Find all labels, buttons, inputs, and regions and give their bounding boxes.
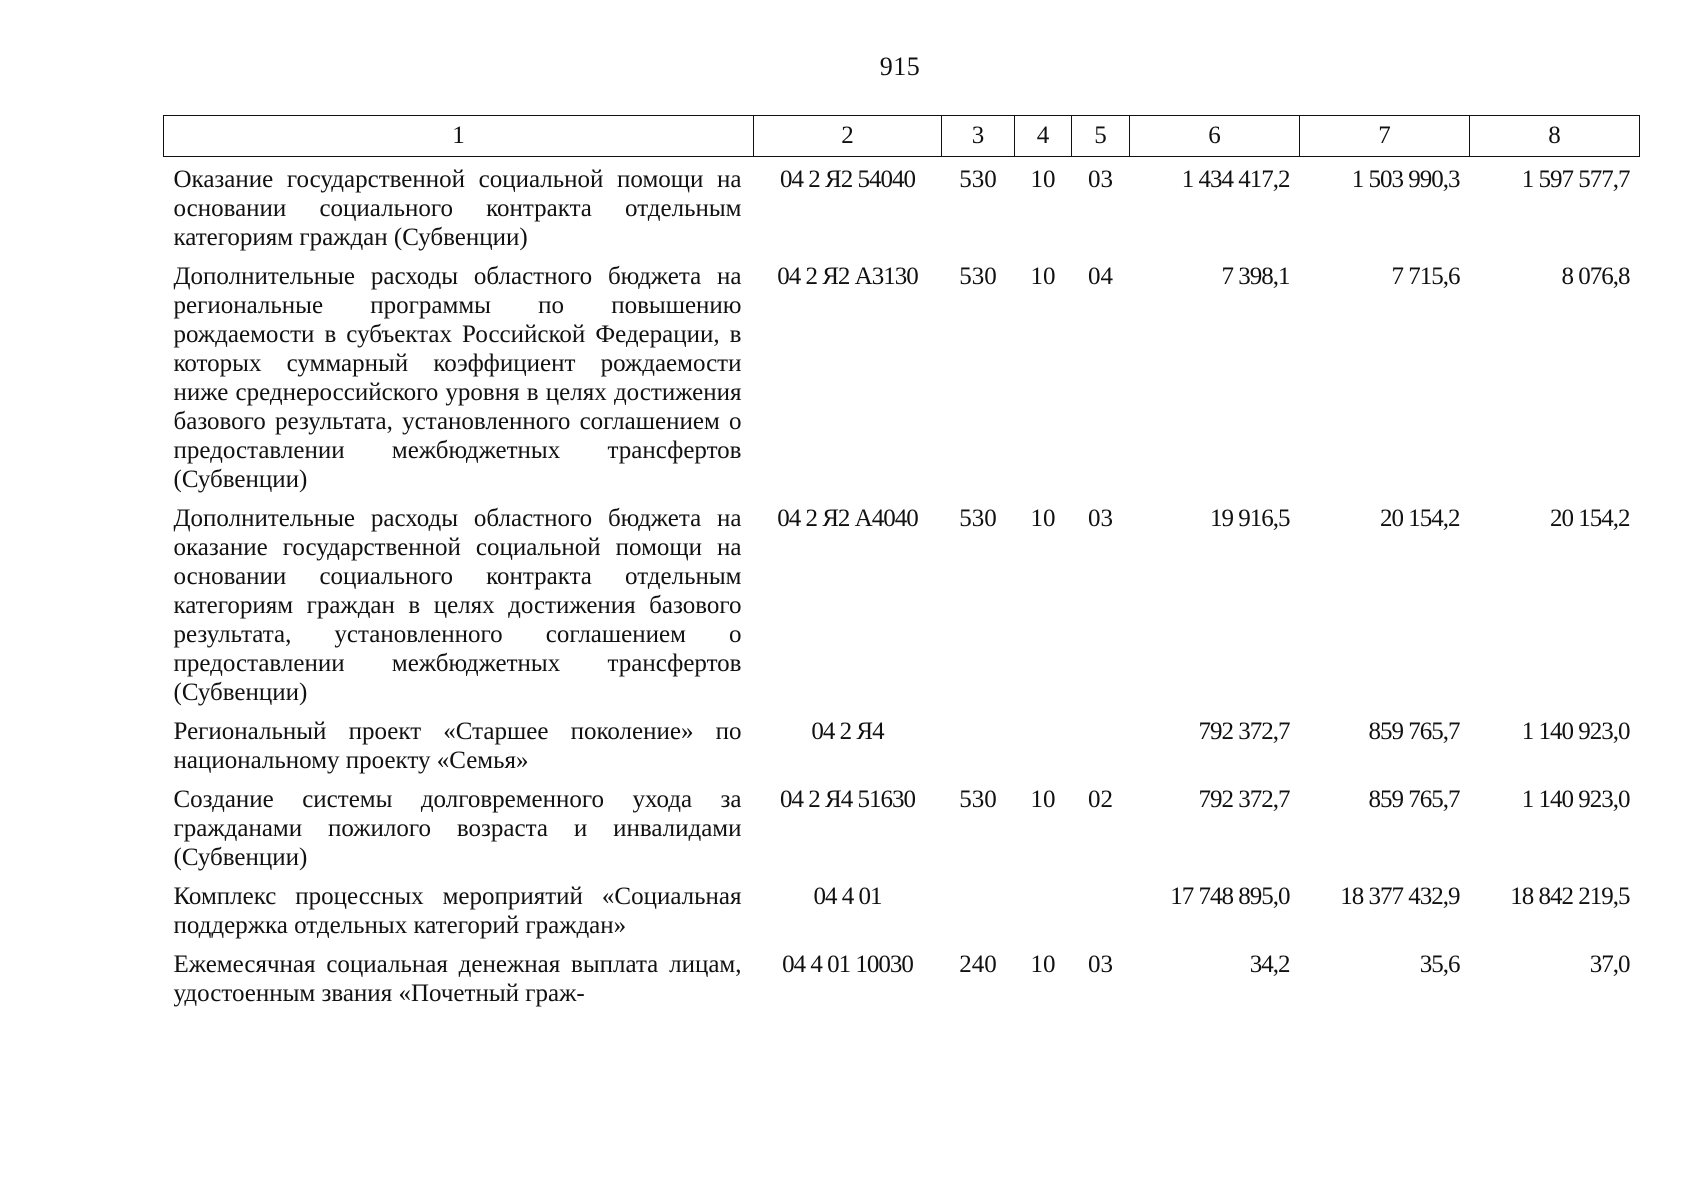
row-value-8: 1 597 577,7 xyxy=(1521,166,1630,193)
row-col-3: 530 xyxy=(959,166,997,193)
header-col-6: 6 xyxy=(1130,116,1300,157)
row-value-7: 20 154,2 xyxy=(1380,505,1460,532)
row-col-3 xyxy=(942,882,1015,950)
page-number: 915 xyxy=(879,52,921,81)
row-value-6: 792 372,7 xyxy=(1198,786,1290,813)
row-value-8: 1 140 923,0 xyxy=(1521,786,1630,813)
row-value-8: 37,0 xyxy=(1589,951,1630,978)
row-col-3: 530 xyxy=(959,263,997,290)
row-col-5 xyxy=(1072,882,1130,950)
header-col-7: 7 xyxy=(1300,116,1470,157)
row-value-6: 792 372,7 xyxy=(1198,718,1290,745)
row-col-3: 240 xyxy=(959,951,997,978)
table-row xyxy=(164,785,1640,882)
table-row xyxy=(164,717,1640,785)
table-row xyxy=(164,882,1640,950)
row-name: Ежемесячная социальная денежная выплата лицам, удостоенным звания «Почетный граж- xyxy=(173,951,742,1007)
row-code: 04 2 Я2 54040 xyxy=(780,166,915,193)
row-code: 04 2 Я4 51630 xyxy=(780,786,915,813)
row-value-6: 1 434 417,2 xyxy=(1181,166,1290,193)
row-code: 04 2 Я4 xyxy=(811,718,884,745)
row-col-3: 530 xyxy=(959,505,997,532)
budget-table xyxy=(163,115,1640,1018)
row-value-7: 7 715,6 xyxy=(1391,263,1460,290)
row-col-5: 03 xyxy=(1088,505,1113,532)
row-col-4: 10 xyxy=(1030,786,1056,813)
row-col-4: 10 xyxy=(1030,263,1056,290)
row-code: 04 4 01 10030 xyxy=(782,951,913,978)
header-col-5: 5 xyxy=(1072,116,1130,157)
row-value-7: 1 503 990,3 xyxy=(1351,166,1460,193)
row-col-5 xyxy=(1072,717,1130,785)
header-row xyxy=(164,116,1640,157)
row-value-6: 34,2 xyxy=(1249,951,1290,978)
row-value-6: 7 398,1 xyxy=(1221,263,1290,290)
table-row xyxy=(164,504,1640,717)
row-col-4: 10 xyxy=(1030,166,1056,193)
row-name: Дополнительные расходы областного бюджета на региональные программы по повышению рождаемости в субъектах Российской Федерации, в которых суммарный коэффициент рождаемости ниже среднероссийского уровня в целях достижения базового результата, установленного соглашением о предоставлении межбюджетных трансфертов (Субвенции) xyxy=(173,263,742,493)
row-col-4: 10 xyxy=(1030,505,1056,532)
table-header xyxy=(164,116,1640,157)
header-col-2: 2 xyxy=(754,116,942,157)
row-value-6: 17 748 895,0 xyxy=(1170,883,1290,910)
table-row xyxy=(164,157,1640,263)
row-col-5: 03 xyxy=(1088,951,1113,978)
row-name: Дополнительные расходы областного бюджета на оказание государственной социальной помощи на основании социального контракта отдельным категориям граждан в целях достижения базового результата, установленного соглашением о предоставлении межбюджетных трансфертов (Субвенции) xyxy=(173,505,742,706)
row-name: Региональный проект «Старшее поколение» по национальному проекту «Семья» xyxy=(173,718,742,774)
row-col-3 xyxy=(942,717,1015,785)
row-col-5: 03 xyxy=(1088,166,1113,193)
header-col-3: 3 xyxy=(942,116,1015,157)
row-name: Оказание государственной социальной помощи на основании социального контракта отдельным категориям граждан (Субвенции) xyxy=(173,166,742,251)
row-value-6: 19 916,5 xyxy=(1210,505,1290,532)
row-col-4 xyxy=(1015,882,1072,950)
row-col-5: 04 xyxy=(1088,263,1113,290)
header-col-4: 4 xyxy=(1015,116,1072,157)
table-row xyxy=(164,262,1640,504)
row-value-8: 20 154,2 xyxy=(1550,505,1630,532)
row-col-4 xyxy=(1015,717,1072,785)
row-col-3: 530 xyxy=(959,786,997,813)
row-name: Комплекс процессных мероприятий «Социальная поддержка отдельных категорий граждан» xyxy=(173,883,742,939)
row-value-8: 8 076,8 xyxy=(1561,263,1630,290)
row-value-7: 859 765,7 xyxy=(1368,786,1460,813)
row-code: 04 2 Я2 А4040 xyxy=(777,505,918,532)
row-name: Создание системы долговременного ухода за гражданами пожилого возраста и инвалидами (Субвенции) xyxy=(173,786,742,871)
row-col-4: 10 xyxy=(1030,951,1056,978)
row-col-5: 02 xyxy=(1088,786,1113,813)
row-value-8: 18 842 219,5 xyxy=(1510,883,1630,910)
table-body xyxy=(164,157,1640,1019)
row-code: 04 2 Я2 А3130 xyxy=(777,263,918,290)
header-col-8: 8 xyxy=(1470,116,1640,157)
header-col-1: 1 xyxy=(164,116,754,157)
row-value-7: 35,6 xyxy=(1419,951,1460,978)
table-row xyxy=(164,950,1640,1018)
row-value-7: 859 765,7 xyxy=(1368,718,1460,745)
row-value-7: 18 377 432,9 xyxy=(1340,883,1460,910)
row-code: 04 4 01 xyxy=(813,883,882,910)
row-value-8: 1 140 923,0 xyxy=(1521,718,1630,745)
